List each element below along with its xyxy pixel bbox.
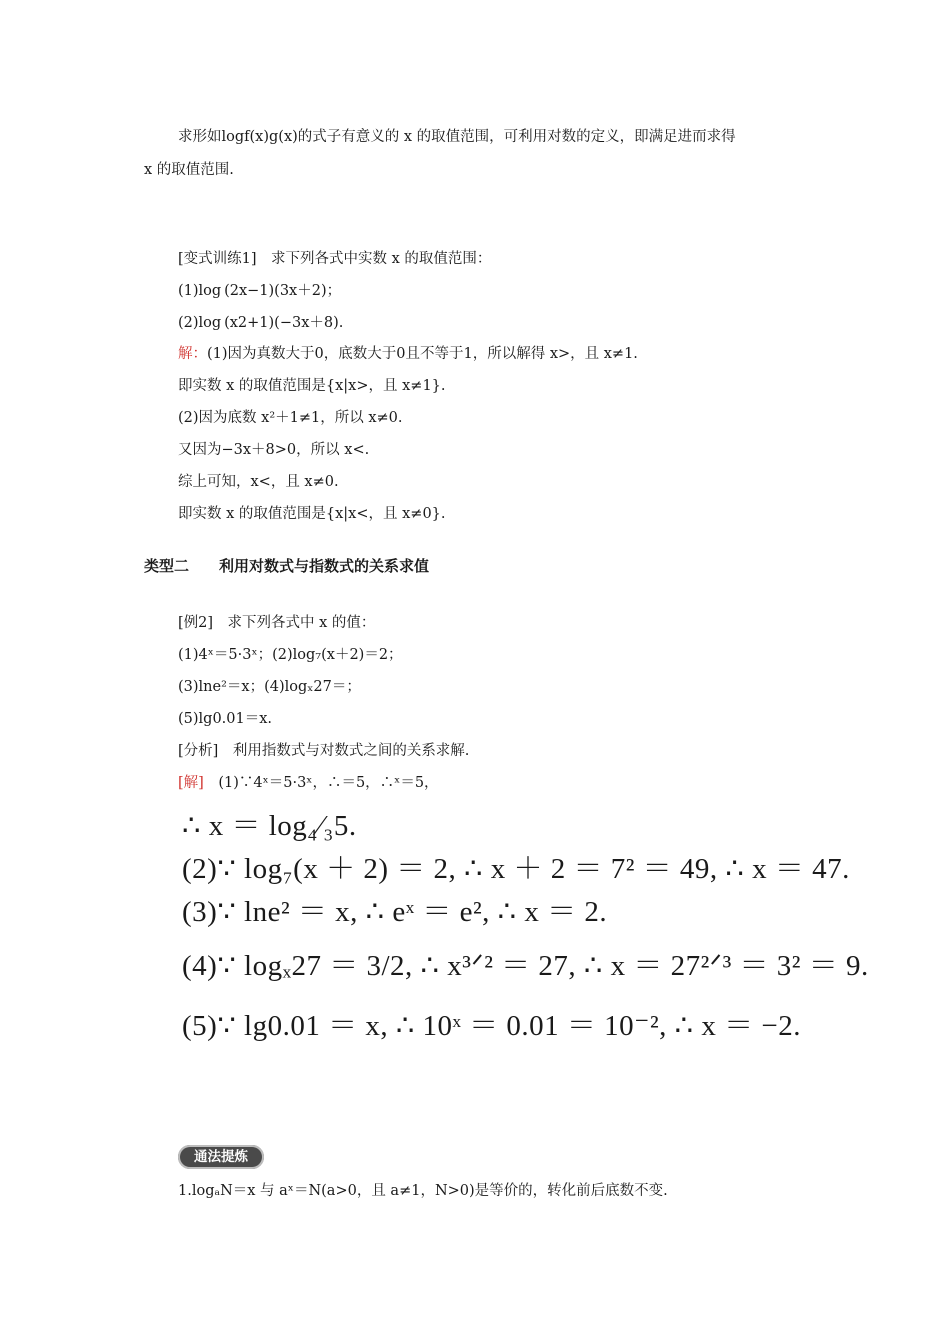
exercise-solution-line-5: 综上可知，x<，且 x≠0.	[178, 474, 339, 490]
exercise-item-1: (1)log (2x−1)(3x＋2)；	[178, 283, 342, 299]
example-title: [例2] 求下列各式中 x 的值：	[178, 615, 376, 631]
section-heading: 类型二 利用对数式与指数式的关系求值	[144, 557, 430, 575]
example-item-1: (1)4ˣ＝5·3ˣ；(2)log₇(x＋2)＝2；	[178, 647, 403, 663]
exercise-solution-line-6: 即实数 x 的取值范围是{x|x<，且 x≠0}.	[178, 506, 446, 522]
intro-line-2: x 的取值范围.	[144, 162, 234, 178]
example-solution-text: (1)∵4ˣ＝5·3ˣ，∴＝5，∴ˣ＝5，	[203, 775, 439, 791]
exercise-item-2: (2)log (x2+1)(−3x＋8).	[178, 315, 344, 331]
formula-line-2: (2)∵ log₇(x ＋ 2) ＝ 2, ∴ x ＋ 2 ＝ 7² ＝ 49, ∴ x ＝ 47.	[182, 853, 850, 885]
formula-line-5: (5)∵ lg0.01 ＝ x, ∴ 10ˣ ＝ 0.01 ＝ 10⁻², ∴ x ＝ −2.	[182, 1010, 801, 1042]
example-solution-line	[178, 773, 439, 793]
example-solution-label: [解]	[178, 775, 204, 791]
formula-line-4: (4)∵ logₓ27 ＝ 3/2, ∴ x³ᐟ² ＝ 27, ∴ x ＝ 27²ᐟ³ ＝ 3² ＝ 9.	[182, 950, 869, 982]
example-item-3: (5)lg0.01＝x.	[178, 711, 273, 727]
example-analysis: [分析] 利用指数式与对数式之间的关系求解.	[178, 743, 470, 759]
solution-label: 解：	[178, 346, 207, 362]
exercise-solution-line-4: 又因为−3x＋8>0，所以 x<.	[178, 442, 370, 458]
formula-line-3: (3)∵ lne² ＝ x, ∴ eˣ ＝ e², ∴ x ＝ 2.	[182, 896, 608, 928]
exercise-solution-line-3: (2)因为底数 x²＋1≠1，所以 x≠0.	[178, 410, 403, 426]
exercise-solution-line-2: 即实数 x 的取值范围是{x|x>，且 x≠1}.	[178, 378, 446, 394]
intro-line-1: 求形如logf(x)g(x)的式子有意义的 x 的取值范围，可利用对数的定义，即满足进而求得	[178, 129, 736, 145]
method-line-1: 1.logₐN＝x 与 aˣ＝N(a>0，且 a≠1，N>0)是等价的，转化前后底数不变.	[178, 1183, 668, 1199]
formula-line-1: ∴ x ＝ log₄⁄₃5.	[182, 810, 357, 842]
example-item-2: (3)lne²＝x；(4)logₓ27＝；	[178, 679, 361, 695]
solution-text-1: (1)因为真数大于0，底数大于0且不等于1，所以解得 x>，且 x≠1.	[207, 346, 638, 362]
exercise-solution-line-1	[178, 344, 638, 364]
method-badge: 通法提炼	[178, 1145, 264, 1169]
exercise-title: [变式训练1] 求下列各式中实数 x 的取值范围：	[178, 251, 492, 267]
